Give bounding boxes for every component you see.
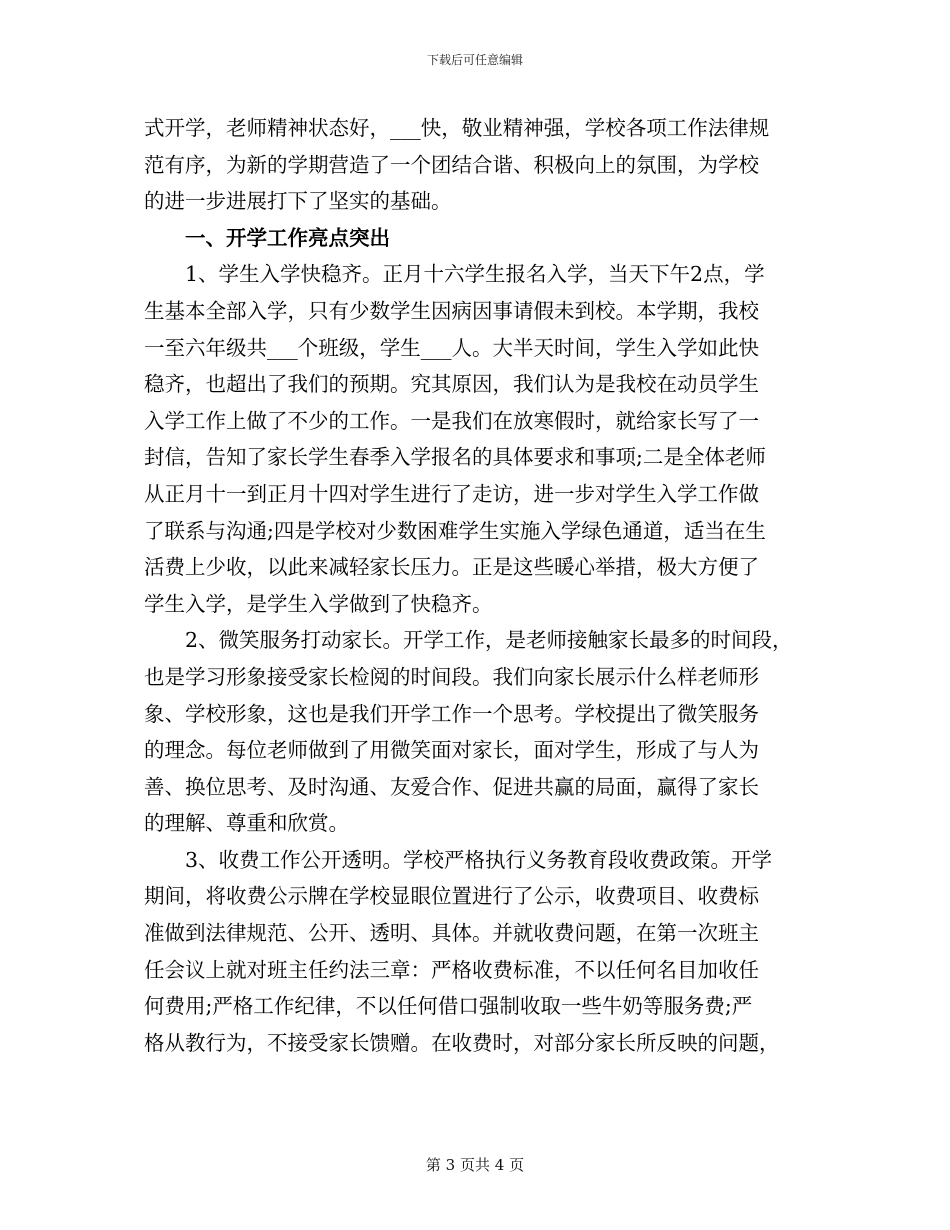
paragraph-line: 的理念。每位老师做到了用微笑面对家长，面对学生，形成了与人为	[144, 738, 759, 763]
paragraph-line: 封信，告知了家长学生春季入学报名的具体要求和事项;二是全体老师	[144, 445, 766, 470]
paragraph-line: 了联系与沟通;四是学校对少数困难学生实施入学绿色通道，适当在生	[144, 518, 766, 543]
paragraph-line: 学生入学，是学生入学做到了快稳齐。	[144, 591, 493, 616]
paragraph-line: 准做到法律规范、公开、透明、具体。并就收费问题，在第一次班主	[144, 921, 759, 946]
paragraph-line: 善、换位思考、及时沟通、友爱合作、促进共赢的局面，赢得了家长	[144, 774, 759, 799]
paragraph-line: 格从教行为，不接受家长馈赠。在收费时，对部分家长所反映的问题，	[144, 1030, 780, 1055]
paragraph-line: 生基本全部入学，只有少数学生因病因事请假未到校。本学期，我校	[144, 298, 759, 323]
paragraph-line: 稳齐，也超出了我们的预期。究其原因，我们认为是我校在动员学生	[144, 372, 759, 397]
paragraph-line: 1、学生入学快稳齐。正月十六学生报名入学，当天下午2点，学	[185, 262, 765, 287]
paragraph-line: 任会议上就对班主任约法三章：严格收费标准，不以任何名目加收任	[144, 957, 759, 982]
page-footer: 第 3 页共 4 页	[425, 1156, 525, 1174]
paragraph-line: 象、学校形象，这也是我们开学工作一个思考。学校提出了微笑服务	[144, 701, 759, 726]
paragraph-line: 一至六年级共___个班级，学生___人。大半天时间，学生入学如此快	[144, 335, 759, 360]
paragraph-line: 范有序，为新的学期营造了一个团结合谐、积极向上的氛围，为学校	[144, 152, 759, 177]
paragraph-line: 从正月十一到正月十四对学生进行了走访，进一步对学生入学工作做	[144, 481, 759, 506]
paragraph-line: 入学工作上做了不少的工作。一是我们在放寒假时，就给家长写了一	[144, 408, 759, 433]
paragraph-line: 的理解、尊重和欣赏。	[144, 811, 349, 836]
paragraph-line: 何费用;严格工作纪律，不以任何借口强制收取一些牛奶等服务费;严	[144, 994, 753, 1019]
paragraph-line: 式开学，老师精神状态好，___快，敬业精神强，学校各项工作法律规	[144, 116, 770, 140]
document-body	[144, 110, 824, 1061]
paragraph-line: 3、收费工作公开透明。学校严格执行义务教育段收费政策。开学	[185, 847, 773, 872]
paragraph-line: 活费上少收，以此来减轻家长压力。正是这些暖心举措，极大方便了	[144, 555, 759, 580]
page-header: 下载后可任意编辑	[426, 53, 523, 67]
paragraph-line: 也是学习形象接受家长检阅的时间段。我们向家长展示什么样老师形	[144, 664, 759, 689]
paragraph-line: 2、微笑服务打动家长。开学工作，是老师接触家长最多的时间段，	[185, 628, 793, 653]
section-heading: 一、开学工作亮点突出	[185, 225, 390, 250]
paragraph-line: 期间，将收费公示牌在学校显眼位置进行了公示，收费项目、收费标	[144, 884, 759, 909]
paragraph-line: 的进一步进展打下了坚实的基础。	[144, 189, 452, 214]
